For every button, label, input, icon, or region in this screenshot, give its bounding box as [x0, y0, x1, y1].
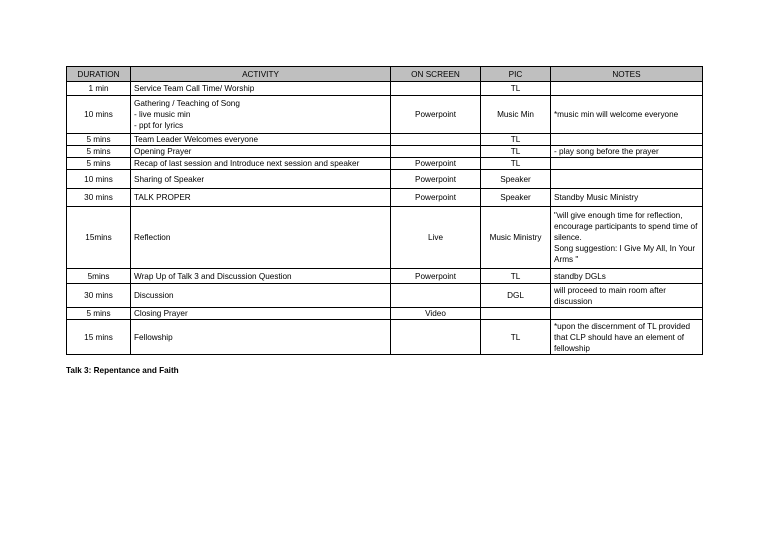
duration-cell: 5 mins: [67, 146, 131, 158]
notes-cell: [551, 320, 703, 355]
activity-cell: [131, 96, 391, 134]
notes-cell: [551, 284, 703, 308]
duration-cell: 30 mins: [67, 284, 131, 308]
activity-cell: [131, 308, 391, 320]
on-screen-cell: Powerpoint: [391, 189, 481, 207]
table-row: [67, 158, 703, 170]
table-row: [67, 96, 703, 134]
pic-cell: TL: [481, 146, 551, 158]
note-line: Song suggestion: I Give My All, In Your Arms ": [554, 244, 696, 264]
duration-cell: 1 min: [67, 82, 131, 96]
activity-line: Wrap Up of Talk 3 and Discussion Question: [134, 271, 292, 281]
note-line: *upon the discernment of TL provided that CLP should have an element of fellowship: [554, 321, 691, 353]
notes-cell: [551, 308, 703, 320]
note-line: will proceed to main room after discussion: [554, 285, 666, 306]
activity-cell: [131, 158, 391, 170]
note-line: "will give enough time for reflection, encourage participants to spend time of silence.: [554, 211, 698, 242]
header-notes: NOTES: [551, 67, 703, 82]
header-on-screen: ON SCREEN: [391, 67, 481, 82]
activity-line: - live music min: [134, 110, 191, 119]
notes-cell: [551, 96, 703, 134]
on-screen-cell: [391, 82, 481, 96]
pic-cell: TL: [481, 82, 551, 96]
note-line: standby DGLs: [554, 271, 606, 281]
activity-line: Team Leader Welcomes everyone: [134, 135, 259, 144]
on-screen-cell: Powerpoint: [391, 170, 481, 189]
header-activity: ACTIVITY: [131, 67, 391, 82]
on-screen-cell: [391, 134, 481, 146]
table-row: [67, 308, 703, 320]
on-screen-cell: Powerpoint: [391, 269, 481, 284]
duration-cell: 30 mins: [67, 189, 131, 207]
notes-cell: [551, 82, 703, 96]
activity-line: Closing Prayer: [134, 309, 188, 318]
header-duration: DURATION: [67, 67, 131, 82]
table-row: [67, 170, 703, 189]
note-line: - play song before the prayer: [554, 147, 659, 156]
activity-line: Opening Prayer: [134, 147, 192, 156]
table-row: [67, 269, 703, 284]
header-pic: PIC: [481, 67, 551, 82]
notes-cell: [551, 269, 703, 284]
activity-line: - ppt for lyrics: [134, 121, 184, 130]
duration-cell: 5 mins: [67, 134, 131, 146]
on-screen-cell: [391, 284, 481, 308]
activity-cell: [131, 284, 391, 308]
on-screen-cell: [391, 320, 481, 355]
pic-cell: TL: [481, 158, 551, 170]
pic-cell: TL: [481, 269, 551, 284]
pic-cell: [481, 308, 551, 320]
note-line: Standby Music Ministry: [554, 193, 639, 202]
header-row: [67, 67, 703, 82]
table-row: [67, 207, 703, 269]
notes-cell: [551, 189, 703, 207]
duration-cell: 5 mins: [67, 308, 131, 320]
activity-line: Discussion: [134, 291, 174, 300]
duration-cell: 10 mins: [67, 96, 131, 134]
table-row: [67, 146, 703, 158]
table-caption: Talk 3: Repentance and Faith: [66, 366, 179, 375]
activity-cell: [131, 189, 391, 207]
activity-line: Sharing of Speaker: [134, 174, 205, 184]
activity-line: TALK PROPER: [134, 193, 191, 202]
activity-line: Gathering / Teaching of Song: [134, 99, 240, 108]
table-row: [67, 189, 703, 207]
table-row: [67, 82, 703, 96]
activity-cell: [131, 207, 391, 269]
notes-cell: [551, 134, 703, 146]
pic-cell: Music Ministry: [481, 207, 551, 269]
note-line: *music min will welcome everyone: [554, 110, 679, 119]
on-screen-cell: Powerpoint: [391, 96, 481, 134]
table-row: [67, 320, 703, 355]
activity-cell: [131, 170, 391, 189]
schedule-table: [66, 66, 703, 355]
notes-cell: [551, 207, 703, 269]
duration-cell: 5 mins: [67, 158, 131, 170]
pic-cell: Music Min: [481, 96, 551, 134]
duration-cell: 10 mins: [67, 170, 131, 189]
on-screen-cell: Video: [391, 308, 481, 320]
notes-cell: [551, 146, 703, 158]
schedule-body: [67, 82, 703, 355]
activity-cell: [131, 82, 391, 96]
on-screen-cell: [391, 146, 481, 158]
activity-cell: [131, 146, 391, 158]
pic-cell: DGL: [481, 284, 551, 308]
on-screen-cell: Powerpoint: [391, 158, 481, 170]
duration-cell: 15mins: [67, 207, 131, 269]
activity-line: Reflection: [134, 233, 171, 242]
pic-cell: TL: [481, 320, 551, 355]
activity-cell: [131, 134, 391, 146]
table-row: [67, 284, 703, 308]
notes-cell: [551, 170, 703, 189]
pic-cell: Speaker: [481, 189, 551, 207]
notes-cell: [551, 158, 703, 170]
on-screen-cell: Live: [391, 207, 481, 269]
pic-cell: Speaker: [481, 170, 551, 189]
duration-cell: 5mins: [67, 269, 131, 284]
activity-line: Service Team Call Time/ Worship: [134, 84, 255, 93]
activity-line: Fellowship: [134, 332, 173, 342]
duration-cell: 15 mins: [67, 320, 131, 355]
table-row: [67, 134, 703, 146]
pic-cell: TL: [481, 134, 551, 146]
activity-cell: [131, 269, 391, 284]
activity-line: Recap of last session and Introduce next session and speaker: [134, 159, 360, 168]
activity-cell: [131, 320, 391, 355]
